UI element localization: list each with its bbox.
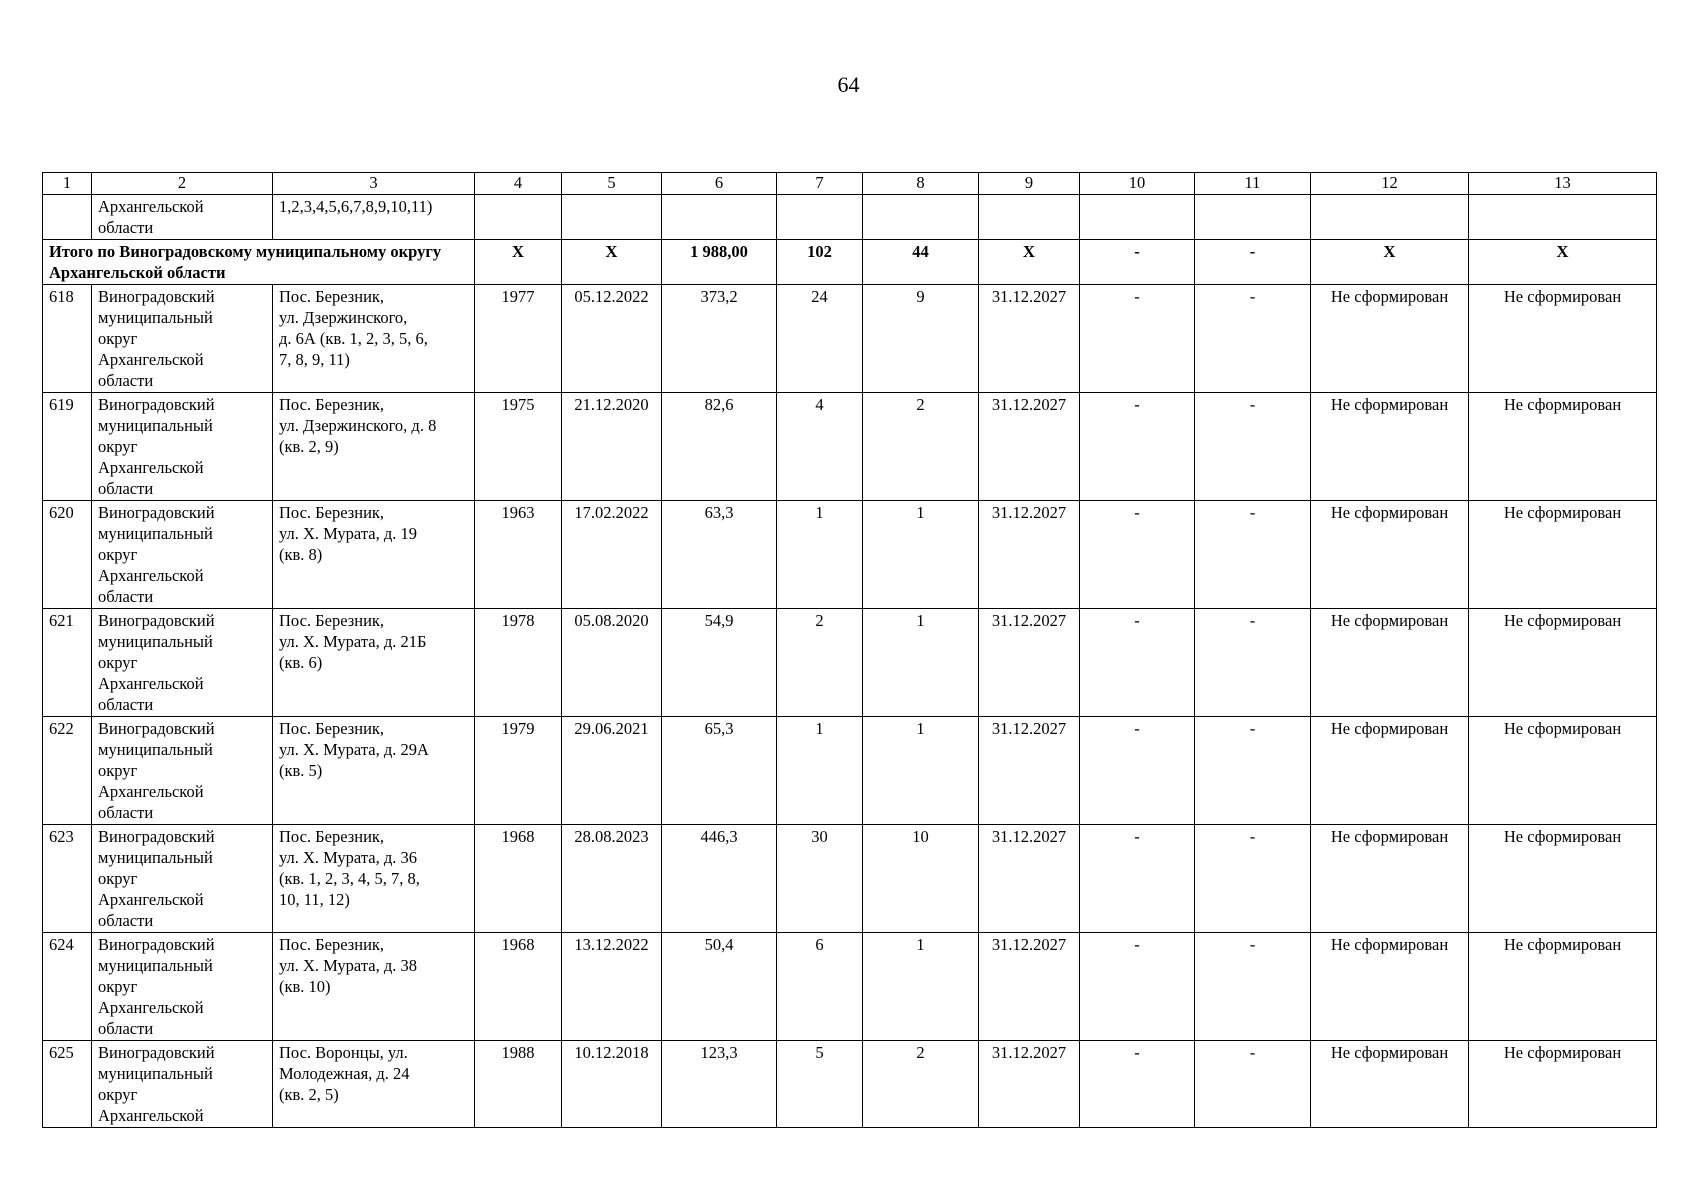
- count-cell: 1: [777, 717, 863, 825]
- total-label: Итого по Виноградовскому муниципальному округу Архангельской области: [43, 240, 475, 285]
- address-cell: Пос. Березник, ул. Х. Мурата, д. 21Б (кв. 6): [273, 609, 475, 717]
- municipality-cell: Виноградовский муниципальный округ Архангельской области: [92, 825, 273, 933]
- address-cell: Пос. Березник, ул. Х. Мурата, д. 29А (кв. 5): [273, 717, 475, 825]
- dash-cell: -: [1195, 393, 1311, 501]
- deadline-cell: 31.12.2027: [979, 609, 1080, 717]
- deadline-cell: 31.12.2027: [979, 501, 1080, 609]
- empty-cell: [562, 195, 662, 240]
- status-cell: Не сформирован: [1311, 825, 1469, 933]
- date-cell: 29.06.2021: [562, 717, 662, 825]
- dash-cell: -: [1195, 717, 1311, 825]
- municipality-cell: Виноградовский муниципальный округ Архангельской области: [92, 501, 273, 609]
- address-cell: 1,2,3,4,5,6,7,8,9,10,11): [273, 195, 475, 240]
- deadline-cell: 31.12.2027: [979, 933, 1080, 1041]
- table-row: [43, 825, 1657, 933]
- row-number-cell: 622: [43, 717, 92, 825]
- area-cell: 65,3: [662, 717, 777, 825]
- year-cell: 1978: [475, 609, 562, 717]
- row-number-cell: 621: [43, 609, 92, 717]
- address-cell: Пос. Березник, ул. Х. Мурата, д. 38 (кв. 10): [273, 933, 475, 1041]
- empty-cell: [1311, 195, 1469, 240]
- deadline-cell: 31.12.2027: [979, 825, 1080, 933]
- dash-cell: -: [1080, 717, 1195, 825]
- empty-cell: [863, 195, 979, 240]
- empty-cell: [979, 195, 1080, 240]
- count-cell: 1: [777, 501, 863, 609]
- count-cell: 2: [777, 609, 863, 717]
- count-cell: 5: [777, 1041, 863, 1128]
- count-cell: 1: [863, 501, 979, 609]
- deadline-cell: 31.12.2027: [979, 717, 1080, 825]
- row-number-cell: 624: [43, 933, 92, 1041]
- total-cell: 44: [863, 240, 979, 285]
- status-cell: Не сформирован: [1311, 1041, 1469, 1128]
- address-cell: Пос. Березник, ул. Дзержинского, д. 6А (кв. 1, 2, 3, 5, 6, 7, 8, 9, 11): [273, 285, 475, 393]
- continuation-row: [43, 195, 1657, 240]
- municipality-cell: Виноградовский муниципальный округ Архангельской области: [92, 933, 273, 1041]
- municipality-cell: Виноградовский муниципальный округ Архангельской области: [92, 609, 273, 717]
- address-cell: Пос. Березник, ул. Х. Мурата, д. 36 (кв. 1, 2, 3, 4, 5, 7, 8, 10, 11, 12): [273, 825, 475, 933]
- address-cell: Пос. Березник, ул. Дзержинского, д. 8 (кв. 2, 9): [273, 393, 475, 501]
- column-number: 8: [863, 173, 979, 195]
- total-cell: X: [1469, 240, 1657, 285]
- address-cell: Пос. Березник, ул. Х. Мурата, д. 19 (кв. 8): [273, 501, 475, 609]
- column-number: 3: [273, 173, 475, 195]
- status-cell: Не сформирован: [1469, 609, 1657, 717]
- count-cell: 6: [777, 933, 863, 1041]
- row-number-cell: 619: [43, 393, 92, 501]
- table-row: [43, 285, 1657, 393]
- date-cell: 28.08.2023: [562, 825, 662, 933]
- column-number: 13: [1469, 173, 1657, 195]
- status-cell: Не сформирован: [1469, 393, 1657, 501]
- status-cell: Не сформирован: [1311, 717, 1469, 825]
- row-number-cell: 623: [43, 825, 92, 933]
- count-cell: 2: [863, 1041, 979, 1128]
- total-cell: X: [475, 240, 562, 285]
- column-number: 6: [662, 173, 777, 195]
- total-cell: X: [1311, 240, 1469, 285]
- column-number: 10: [1080, 173, 1195, 195]
- empty-cell: [1469, 195, 1657, 240]
- year-cell: 1988: [475, 1041, 562, 1128]
- page-number: 64: [837, 72, 860, 97]
- total-area-cell: 1 988,00: [662, 240, 777, 285]
- status-cell: Не сформирован: [1311, 393, 1469, 501]
- row-number-cell: 618: [43, 285, 92, 393]
- column-number: 5: [562, 173, 662, 195]
- dash-cell: -: [1080, 1041, 1195, 1128]
- count-cell: 2: [863, 393, 979, 501]
- empty-cell: [777, 195, 863, 240]
- column-number: 1: [43, 173, 92, 195]
- column-number: 7: [777, 173, 863, 195]
- dash-cell: -: [1195, 1041, 1311, 1128]
- year-cell: 1975: [475, 393, 562, 501]
- year-cell: 1979: [475, 717, 562, 825]
- date-cell: 17.02.2022: [562, 501, 662, 609]
- date-cell: 13.12.2022: [562, 933, 662, 1041]
- table-row: [43, 393, 1657, 501]
- column-number: 12: [1311, 173, 1469, 195]
- year-cell: 1963: [475, 501, 562, 609]
- count-cell: 4: [777, 393, 863, 501]
- area-cell: 54,9: [662, 609, 777, 717]
- registry-table: [42, 172, 1657, 1128]
- status-cell: Не сформирован: [1469, 285, 1657, 393]
- deadline-cell: 31.12.2027: [979, 393, 1080, 501]
- empty-cell: [1195, 195, 1311, 240]
- status-cell: Не сформирован: [1311, 609, 1469, 717]
- table-row: [43, 609, 1657, 717]
- municipality-cell: Виноградовский муниципальный округ Архангельской области: [92, 717, 273, 825]
- total-cell: -: [1080, 240, 1195, 285]
- date-cell: 05.12.2022: [562, 285, 662, 393]
- dash-cell: -: [1080, 609, 1195, 717]
- municipality-cell: Виноградовский муниципальный округ Архангельской области: [92, 393, 273, 501]
- area-cell: 50,4: [662, 933, 777, 1041]
- total-cell: -: [1195, 240, 1311, 285]
- year-cell: 1968: [475, 933, 562, 1041]
- date-cell: 10.12.2018: [562, 1041, 662, 1128]
- year-cell: 1977: [475, 285, 562, 393]
- status-cell: Не сформирован: [1469, 933, 1657, 1041]
- table-row: [43, 501, 1657, 609]
- dash-cell: -: [1195, 501, 1311, 609]
- dash-cell: -: [1195, 285, 1311, 393]
- row-number-cell: 625: [43, 1041, 92, 1128]
- column-number: 2: [92, 173, 273, 195]
- dash-cell: -: [1080, 825, 1195, 933]
- dash-cell: -: [1195, 825, 1311, 933]
- area-cell: 373,2: [662, 285, 777, 393]
- count-cell: 30: [777, 825, 863, 933]
- empty-cell: [1080, 195, 1195, 240]
- area-cell: 123,3: [662, 1041, 777, 1128]
- empty-cell: [43, 195, 92, 240]
- status-cell: Не сформирован: [1311, 933, 1469, 1041]
- count-cell: 1: [863, 933, 979, 1041]
- year-cell: 1968: [475, 825, 562, 933]
- dash-cell: -: [1080, 933, 1195, 1041]
- count-cell: 1: [863, 609, 979, 717]
- count-cell: 9: [863, 285, 979, 393]
- municipality-cell: Архангельской области: [92, 195, 273, 240]
- row-number-cell: 620: [43, 501, 92, 609]
- area-cell: 446,3: [662, 825, 777, 933]
- status-cell: Не сформирован: [1311, 501, 1469, 609]
- total-row: [43, 240, 1657, 285]
- area-cell: 82,6: [662, 393, 777, 501]
- column-number: 11: [1195, 173, 1311, 195]
- count-cell: 24: [777, 285, 863, 393]
- total-cell: X: [979, 240, 1080, 285]
- dash-cell: -: [1080, 393, 1195, 501]
- dash-cell: -: [1195, 609, 1311, 717]
- status-cell: Не сформирован: [1469, 717, 1657, 825]
- empty-cell: [475, 195, 562, 240]
- table-row: [43, 1041, 1657, 1128]
- column-number: 9: [979, 173, 1080, 195]
- date-cell: 05.08.2020: [562, 609, 662, 717]
- column-number: 4: [475, 173, 562, 195]
- count-cell: 10: [863, 825, 979, 933]
- dash-cell: -: [1080, 285, 1195, 393]
- deadline-cell: 31.12.2027: [979, 285, 1080, 393]
- status-cell: Не сформирован: [1311, 285, 1469, 393]
- table-row: [43, 933, 1657, 1041]
- empty-cell: [662, 195, 777, 240]
- status-cell: Не сформирован: [1469, 1041, 1657, 1128]
- deadline-cell: 31.12.2027: [979, 1041, 1080, 1128]
- status-cell: Не сформирован: [1469, 825, 1657, 933]
- municipality-cell: Виноградовский муниципальный округ Архангельской: [92, 1041, 273, 1128]
- table-row: [43, 717, 1657, 825]
- column-number-row: [43, 173, 1657, 195]
- count-cell: 1: [863, 717, 979, 825]
- dash-cell: -: [1195, 933, 1311, 1041]
- municipality-cell: Виноградовский муниципальный округ Архангельской области: [92, 285, 273, 393]
- total-cell: 102: [777, 240, 863, 285]
- total-cell: X: [562, 240, 662, 285]
- dash-cell: -: [1080, 501, 1195, 609]
- area-cell: 63,3: [662, 501, 777, 609]
- date-cell: 21.12.2020: [562, 393, 662, 501]
- status-cell: Не сформирован: [1469, 501, 1657, 609]
- address-cell: Пос. Воронцы, ул. Молодежная, д. 24 (кв. 2, 5): [273, 1041, 475, 1128]
